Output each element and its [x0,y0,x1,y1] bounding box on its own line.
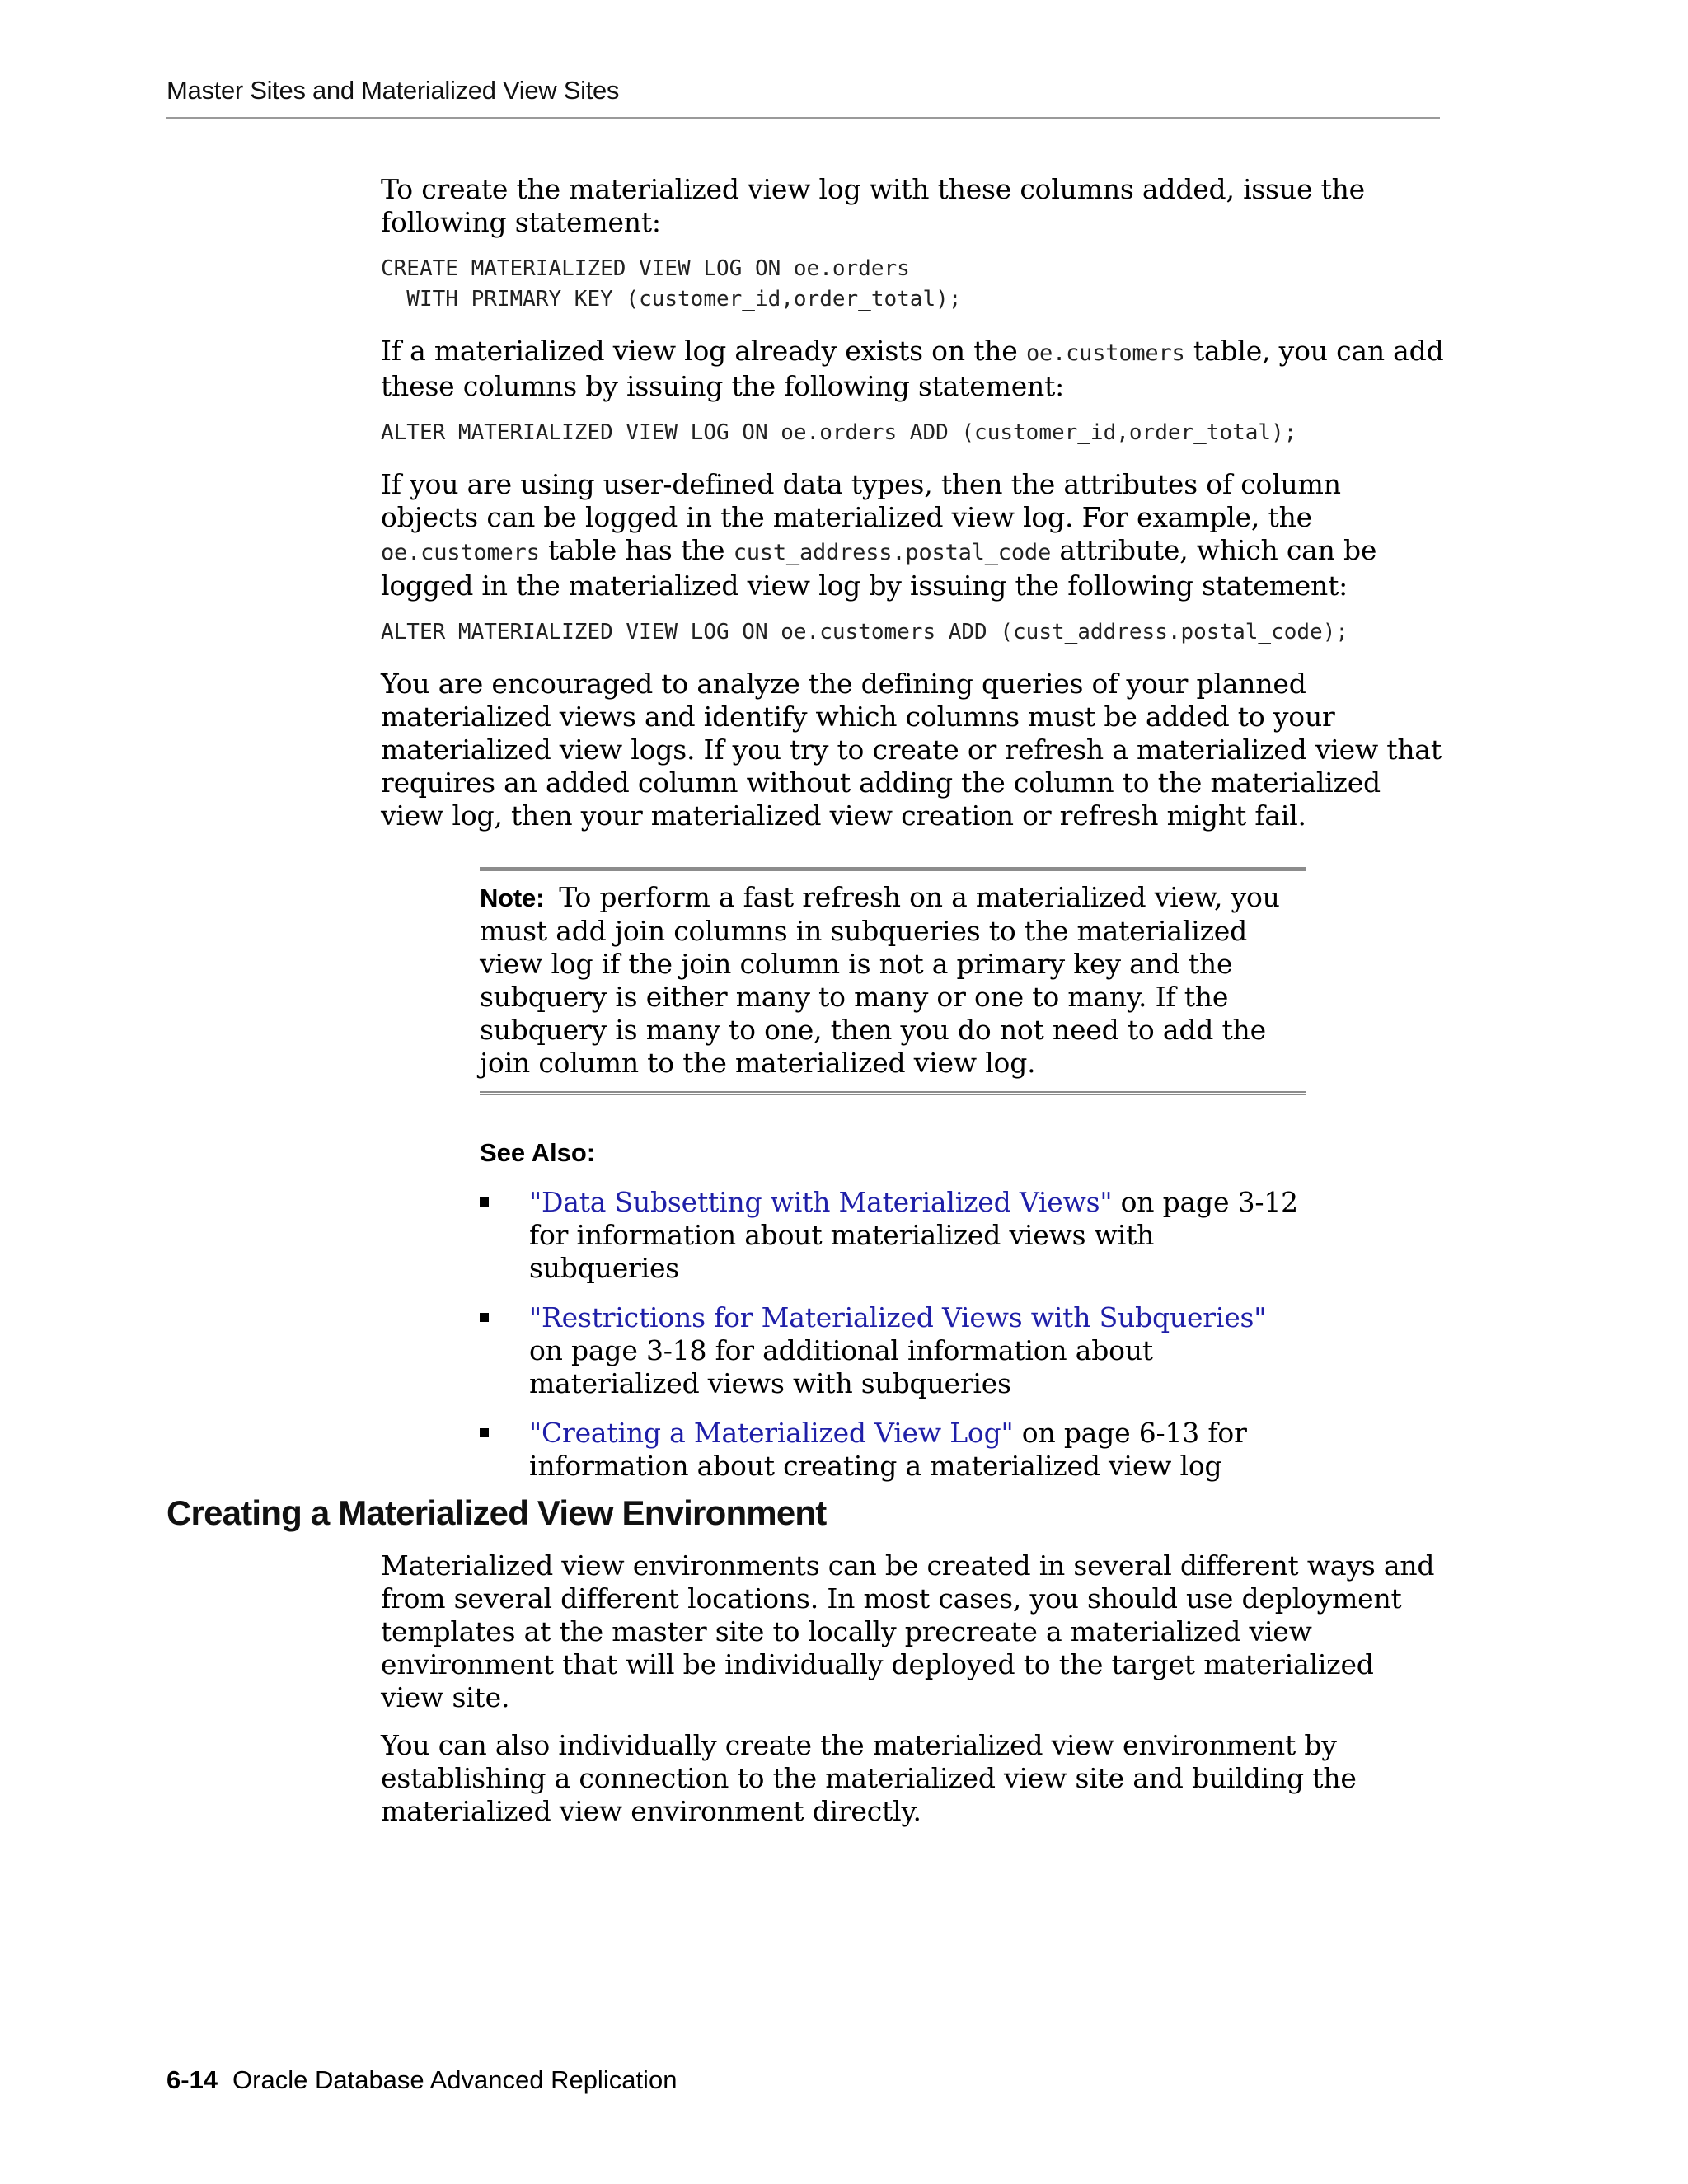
list-item [480,1186,1306,1285]
paragraph-alter-log [381,335,1444,403]
text-segment: If a materialized view log already exists on the [381,335,1026,367]
section-heading: Creating a Materialized View Environment [166,1493,827,1532]
paragraph-create-log: To create the materialized view log with these columns added, issue the following statement: [381,173,1366,238]
see-also-list [480,1186,1306,1483]
text-segment: table, you can add these columns by issuing the following statement: [381,335,1444,402]
note-label: Note: [480,883,545,912]
book-title: Oracle Database Advanced Replication [232,2065,678,2094]
note-box [480,867,1306,1095]
paragraph-user-defined-types [381,468,1444,602]
bullet-icon [480,1428,489,1437]
header-title: Master Sites and Materialized View Sites [166,76,620,105]
running-header [166,76,1440,119]
list-item [480,1301,1306,1400]
list-item-text: on page 6-13 for information about creating a materialized view log [529,1417,1247,1482]
xref-link[interactable]: "Restrictions for Materialized Views with Subqueries" [529,1301,1267,1333]
xref-link[interactable]: "Creating a Materialized View Log" [529,1417,1014,1449]
list-item-text: on page 3-18 for additional information about materialized views with subqueries [529,1334,1153,1399]
page-footer [166,2065,677,2095]
xref-link[interactable]: "Data Subsetting with Materialized Views" [529,1186,1113,1218]
code-alter-log-postal: ALTER MATERIALIZED VIEW LOG ON oe.customers ADD (cust_address.postal_code); [381,620,1348,644]
see-also-block [480,1138,1306,1483]
text-segment: If you are using user-defined data types, then the attributes of column objects can be logged in the materialized view log. For example, the [381,468,1341,533]
bullet-icon [480,1313,489,1322]
paragraph-environments: Materialized view environments can be created in several different ways and from several different locations. In most cases, you should use deployment templates at the master site to locally precreate a materialized view environment that will be individually deployed to the target materialized view site. [381,1549,1435,1713]
text-segment: attribute, which can be logged in the materialized view log by issuing the following statement: [381,534,1377,602]
code-create-log: CREATE MATERIALIZED VIEW LOG ON oe.orders WITH PRIMARY KEY (customer_id,order_total); [381,256,962,312]
list-item [480,1417,1306,1483]
section-content [381,1549,1444,1843]
note-paragraph [480,881,1306,1080]
inline-code-table: oe.customers [381,540,540,565]
page-number: 6-14 [166,2065,218,2094]
inline-code-table: oe.customers [1025,340,1185,366]
paragraph-encouraged: You are encouraged to analyze the defining queries of your planned materialized views and identify which columns must be added to your materialized view logs. If you try to create or refresh a materialized view that requires an added column without adding the column to the materialized view log, then your materialized view creation or refresh might fail. [381,668,1442,832]
inline-code-attribute: cust_address.postal_code [733,540,1052,565]
paragraph-individually: You can also individually create the materialized view environment by establishing a connection to the materialized view site and building the materialized view environment directly. [381,1729,1357,1827]
note-text: To perform a fast refresh on a materialized view, you must add join columns in subqueries to the materialized view log if the join column is not a primary key and the subquery is either many to many or one to many. If the subquery is many to one, then you do not need to add the join column to the materialized view log. [480,881,1280,1079]
bullet-icon [480,1197,489,1207]
list-item-text: on page 3-12 for information about materialized views with subqueries [529,1186,1298,1284]
see-also-title: See Also: [480,1138,596,1167]
text-segment: table has the [539,534,734,566]
code-alter-log: ALTER MATERIALIZED VIEW LOG ON oe.orders ADD (customer_id,order_total); [381,420,1297,445]
main-content [381,173,1444,1499]
